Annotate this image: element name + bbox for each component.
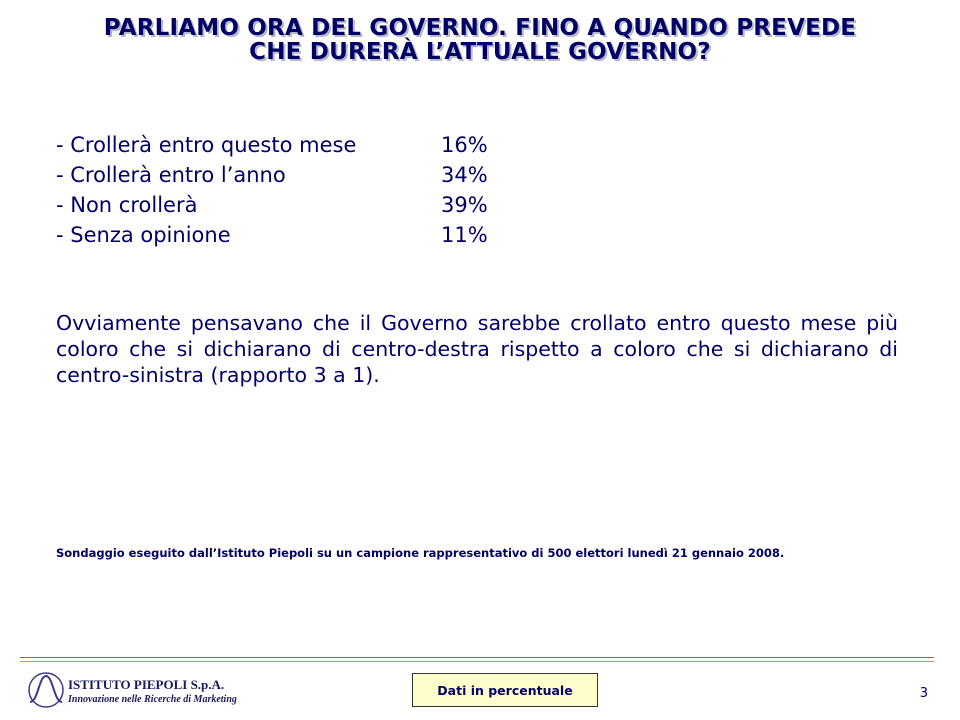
logo-name: ISTITUTO PIEPOLI S.p.A. bbox=[68, 677, 225, 692]
result-row bbox=[56, 220, 488, 250]
page-number: 3 bbox=[919, 686, 928, 701]
survey-source-note: Sondaggio eseguito dall’Istituto Piepoli su un campione rappresentativo di 500 elettori lunedì 21 gennaio 2008. bbox=[56, 546, 785, 560]
slide-title-line-1: PARLIAMO ORA DEL GOVERNO. FINO A QUANDO PREVEDE bbox=[103, 15, 857, 41]
result-value: 16% bbox=[441, 133, 488, 157]
logo-bell-icon bbox=[26, 668, 66, 710]
result-label: - Senza opinione bbox=[56, 223, 231, 247]
result-label: - Crollerà entro l’anno bbox=[56, 163, 286, 187]
result-value: 34% bbox=[441, 163, 488, 187]
result-label: - Crollerà entro questo mese bbox=[56, 133, 357, 157]
slide-title bbox=[20, 16, 940, 64]
data-unit-badge: Dati in percentuale bbox=[412, 673, 598, 707]
company-logo bbox=[26, 668, 246, 712]
logo-tagline: Innovazione nelle Ricerche di Marketing bbox=[68, 694, 237, 705]
result-row bbox=[56, 130, 488, 160]
analysis-note: Ovviamente pensavano che il Governo sarebbe crollato entro questo mese più coloro che si dichiarano di centro-destra rispetto a coloro che si dichiarano di centro-sinistra (rapporto 3 a 1). bbox=[56, 311, 898, 387]
result-row bbox=[56, 190, 488, 220]
results-list bbox=[56, 130, 488, 250]
slide-title-line-2: CHE DURERÀ L’ATTUALE GOVERNO? bbox=[249, 39, 711, 65]
result-label: - Non crollerà bbox=[56, 193, 198, 217]
footer-divider-secondary bbox=[20, 661, 934, 662]
footer-divider bbox=[20, 657, 934, 658]
result-row bbox=[56, 160, 488, 190]
result-value: 39% bbox=[441, 193, 488, 217]
result-value: 11% bbox=[441, 223, 488, 247]
